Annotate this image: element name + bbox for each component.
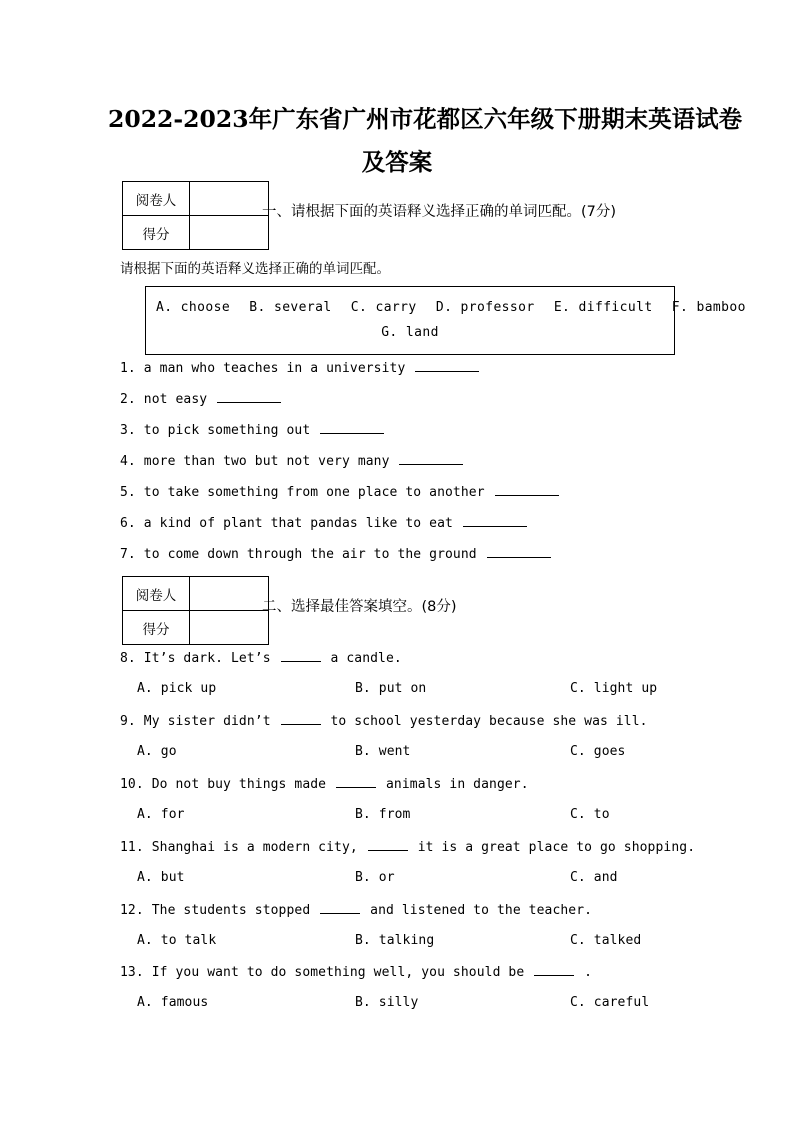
word-bank-item: C. carry bbox=[350, 300, 417, 315]
question-number: 5. bbox=[120, 485, 136, 500]
question-text-pre: The students stopped bbox=[151, 903, 311, 918]
option-c[interactable]: C. light up bbox=[570, 681, 658, 696]
answer-blank[interactable] bbox=[399, 452, 463, 465]
question-9 bbox=[120, 712, 648, 731]
page-title bbox=[108, 98, 743, 184]
score-value-cell[interactable] bbox=[190, 611, 269, 645]
question-number: 13. bbox=[120, 965, 144, 980]
answer-blank[interactable] bbox=[320, 901, 360, 914]
answer-blank[interactable] bbox=[415, 359, 479, 372]
question-text: to take something from one place to another bbox=[143, 485, 485, 500]
score-table-section-2 bbox=[122, 576, 269, 645]
question-6 bbox=[120, 514, 529, 533]
question-number: 2. bbox=[120, 392, 136, 407]
page-title-line-1: 2022-2023年广东省广州市花都区六年级下册期末英语试卷 bbox=[108, 105, 743, 133]
option-a[interactable]: A. for bbox=[137, 807, 185, 822]
table-row bbox=[123, 611, 269, 645]
answer-blank[interactable] bbox=[217, 390, 281, 403]
page-title-line-2: 及答案 bbox=[361, 148, 433, 176]
options-question-11 bbox=[120, 869, 680, 887]
question-number: 12. bbox=[120, 903, 144, 918]
question-text-pre: It’s dark. Let’s bbox=[143, 651, 271, 666]
score-table-section-1 bbox=[122, 181, 269, 250]
option-a[interactable]: A. go bbox=[137, 744, 177, 759]
option-c[interactable]: C. to bbox=[570, 807, 610, 822]
question-text-post: a candle. bbox=[330, 651, 402, 666]
question-number: 1. bbox=[120, 361, 136, 376]
option-c[interactable]: C. talked bbox=[570, 933, 642, 948]
answer-blank[interactable] bbox=[336, 775, 376, 788]
marker-value-cell[interactable] bbox=[190, 577, 269, 611]
option-c[interactable]: C. and bbox=[570, 870, 618, 885]
answer-blank[interactable] bbox=[487, 545, 551, 558]
options-question-13 bbox=[120, 994, 680, 1012]
word-bank-item: E. difficult bbox=[553, 300, 653, 315]
word-bank-box bbox=[145, 286, 746, 355]
question-text: to pick something out bbox=[143, 423, 311, 438]
option-a[interactable]: A. pick up bbox=[137, 681, 217, 696]
answer-blank[interactable] bbox=[320, 421, 384, 434]
marker-label-cell: 阅卷人 bbox=[123, 577, 190, 611]
question-text-post: . bbox=[584, 965, 593, 980]
question-5 bbox=[120, 483, 561, 502]
score-value-cell[interactable] bbox=[190, 216, 269, 250]
word-bank-row-2 bbox=[156, 320, 664, 345]
question-text-pre: My sister didn’t bbox=[143, 714, 271, 729]
question-1 bbox=[120, 359, 481, 378]
question-number: 3. bbox=[120, 423, 136, 438]
question-4 bbox=[120, 452, 465, 471]
option-b[interactable]: B. put on bbox=[355, 681, 427, 696]
option-a[interactable]: A. famous bbox=[137, 995, 209, 1010]
question-11 bbox=[120, 838, 695, 857]
question-10 bbox=[120, 775, 529, 794]
word-bank-row-1 bbox=[156, 295, 746, 320]
question-number: 7. bbox=[120, 547, 136, 562]
option-a[interactable]: A. but bbox=[137, 870, 185, 885]
question-number: 6. bbox=[120, 516, 136, 531]
table-row bbox=[123, 182, 269, 216]
section-header-1: 一、请根据下面的英语释义选择正确的单词匹配。(7分) bbox=[262, 204, 617, 220]
answer-blank[interactable] bbox=[281, 712, 321, 725]
section-header-2: 二、选择最佳答案填空。(8分) bbox=[262, 599, 457, 615]
question-number: 8. bbox=[120, 651, 136, 666]
option-b[interactable]: B. from bbox=[355, 807, 411, 822]
option-b[interactable]: B. talking bbox=[355, 933, 435, 948]
marker-value-cell[interactable] bbox=[190, 182, 269, 216]
question-number: 9. bbox=[120, 714, 136, 729]
answer-blank[interactable] bbox=[368, 838, 408, 851]
question-text-post: to school yesterday because she was ill. bbox=[330, 714, 648, 729]
question-3 bbox=[120, 421, 386, 440]
answer-blank[interactable] bbox=[463, 514, 527, 527]
question-text-post: it is a great place to go shopping. bbox=[417, 840, 696, 855]
options-question-12 bbox=[120, 932, 680, 950]
question-text: a man who teaches in a university bbox=[143, 361, 406, 376]
option-c[interactable]: C. goes bbox=[570, 744, 626, 759]
word-bank-item: G. land bbox=[381, 325, 439, 340]
answer-blank[interactable] bbox=[281, 649, 321, 662]
options-question-9 bbox=[120, 743, 680, 761]
answer-blank[interactable] bbox=[534, 963, 574, 976]
option-b[interactable]: B. or bbox=[355, 870, 395, 885]
question-text: not easy bbox=[143, 392, 208, 407]
word-bank-item: B. several bbox=[249, 300, 332, 315]
option-c[interactable]: C. careful bbox=[570, 995, 650, 1010]
option-a[interactable]: A. to talk bbox=[137, 933, 217, 948]
question-12 bbox=[120, 901, 592, 920]
word-bank-item: D. professor bbox=[435, 300, 535, 315]
section-1-instruction: 请根据下面的英语释义选择正确的单词匹配。 bbox=[120, 261, 390, 277]
option-b[interactable]: B. went bbox=[355, 744, 411, 759]
table-row bbox=[123, 577, 269, 611]
option-b[interactable]: B. silly bbox=[355, 995, 419, 1010]
question-text: to come down through the air to the ground bbox=[143, 547, 477, 562]
question-text-post: animals in danger. bbox=[385, 777, 529, 792]
question-text: more than two but not very many bbox=[143, 454, 390, 469]
word-bank-item: F. bamboo bbox=[671, 300, 746, 315]
question-8 bbox=[120, 649, 402, 668]
question-text: a kind of plant that pandas like to eat bbox=[143, 516, 453, 531]
table-row bbox=[123, 216, 269, 250]
question-number: 11. bbox=[120, 840, 144, 855]
question-7 bbox=[120, 545, 553, 564]
question-text-pre: Shanghai is a modern city, bbox=[151, 840, 358, 855]
score-label-cell: 得分 bbox=[123, 611, 190, 645]
score-label-cell: 得分 bbox=[123, 216, 190, 250]
question-13 bbox=[120, 963, 592, 982]
answer-blank[interactable] bbox=[495, 483, 559, 496]
question-text-pre: If you want to do something well, you should be bbox=[151, 965, 525, 980]
word-bank-item: A. choose bbox=[156, 300, 231, 315]
question-number: 10. bbox=[120, 777, 144, 792]
options-question-10 bbox=[120, 806, 680, 824]
options-question-8 bbox=[120, 680, 680, 698]
question-text-pre: Do not buy things made bbox=[151, 777, 327, 792]
marker-label-cell: 阅卷人 bbox=[123, 182, 190, 216]
question-text-post: and listened to the teacher. bbox=[370, 903, 593, 918]
question-number: 4. bbox=[120, 454, 136, 469]
question-2 bbox=[120, 390, 283, 409]
